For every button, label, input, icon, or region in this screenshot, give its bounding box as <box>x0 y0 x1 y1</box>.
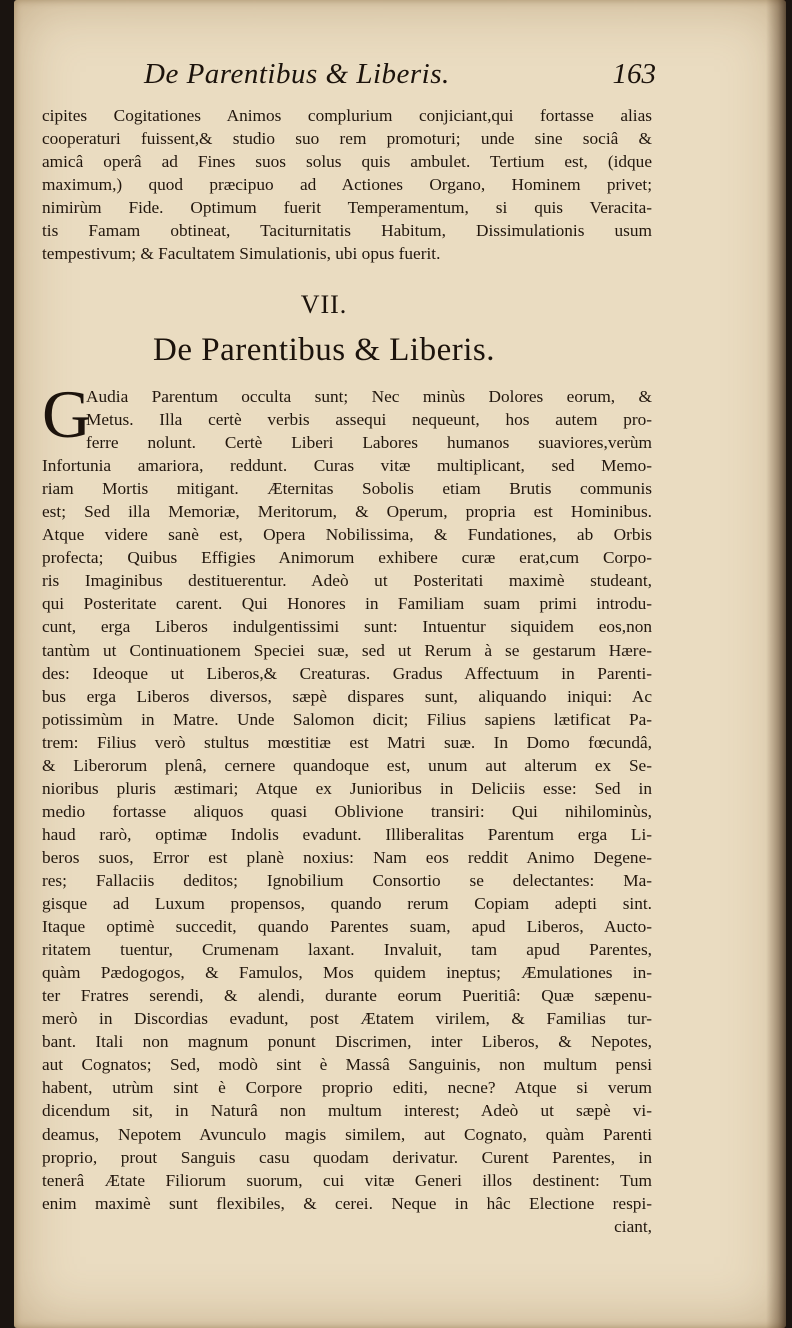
chapter-body-text <box>42 376 652 1238</box>
text-line: Infortunia amariora, reddunt. Curas vitæ multiplicant, sed Memo- <box>42 456 652 476</box>
text-line: ter Fratres serendi, & alendi, durante eorum Pueritiâ: Quæ sæpenu- <box>42 986 652 1006</box>
text-line: medio fortasse aliquos quasi Oblivione transiri: Qui nihilominùs, <box>42 801 652 821</box>
page-number: 163 <box>612 58 656 90</box>
text-line: habent, utrùm sint è Corpore proprio editi, necne? Atque si verum <box>42 1078 652 1098</box>
text-line: trem: Filius verò stultus mœstitiæ est Matri suæ. In Domo fœcundâ, <box>42 732 652 752</box>
text-line: quàm Pædogogos, & Famulos, Mos quidem ineptus; Æmulationes in- <box>42 963 652 983</box>
catchword: ciant, <box>614 1216 652 1236</box>
text-line: gisque ad Luxum propensos, quando rerum Copiam adepti sint. <box>42 894 652 914</box>
text-line: Audia Parentum occulta sunt; Nec minùs Dolores eorum, & <box>86 387 652 406</box>
text-line: tis Famam obtineat, Taciturnitatis Habitum, Dissimulationis usum <box>42 221 652 241</box>
text-line: Itaque optimè succedit, quando Parentes suam, apud Liberos, Aucto- <box>42 917 652 937</box>
text-line: res; Fallaciis deditos; Ignobilium Consortio se delectantes: Ma- <box>42 870 652 890</box>
text-line: tempestivum; & Facultatem Simulationis, ubi opus fuerit. <box>42 244 441 264</box>
text-line: dicendum sit, in Naturâ non multum interest; Adeò ut sæpè vi- <box>42 1101 652 1121</box>
text-line: qui Posteritate carent. Qui Honores in Familiam suam primi introdu- <box>42 594 652 614</box>
text-line: amicâ operâ ad Fines suos solus quis ambulet. Tertium est, (idque <box>42 152 652 172</box>
text-line: & Liberorum plenâ, cernere quandoque est, unum aut alterum ex Se- <box>42 755 652 775</box>
text-line: deamus, Nepotem Avunculo magis similem, aut Cognato, quàm Parenti <box>42 1124 652 1144</box>
text-line: beros suos, Error est planè noxius: Nam eos reddit Animo Degene- <box>42 847 652 867</box>
text-line: cunt, erga Liberos indulgentissimi sunt: Intuentur siquidem eos,non <box>42 617 652 637</box>
text-line: maximum,) quod præcipuo ad Actiones Organo, Hominem privet; <box>42 175 652 195</box>
text-line: ferre nolunt. Certè Liberi Labores humanos suaviores,verùm <box>86 433 652 453</box>
book-page <box>14 0 786 1328</box>
text-line: bus erga Liberos diversos, sæpè dispares sunt, aliquando iniqui: Ac <box>42 686 652 706</box>
text-line: cooperaturi fuissent,& studio suo rem promoturi; unde sine sociâ & <box>42 129 652 149</box>
chapter-title: De Parentibus & Liberis. <box>153 332 495 368</box>
chapter-number: VII. <box>300 290 348 319</box>
text-line: cipites Cogitationes Animos complurium conjiciant,qui fortasse alias <box>42 106 652 125</box>
text-line: bant. Itali non magnum ponunt Discrimen, inter Liberos, & Nepotes, <box>42 1032 652 1052</box>
text-line: enim maximè sunt flexibiles, & cerei. Neque in hâc Electione respi- <box>42 1193 652 1213</box>
page-edge-shadow <box>766 0 786 1328</box>
text-line: ris Imaginibus destituerentur. Adeò ut Posteritati maximè studeant, <box>42 571 652 591</box>
text-line: potissimùm in Matre. Unde Salomon dicit; Filius sapiens lætificat Pa- <box>42 709 652 729</box>
text-line: nioribus pluris æstimari; Atque ex Junioribus in Deliciis esse: Sed in <box>42 778 652 798</box>
text-line: nimirùm Fide. Optimum fuerit Temperamentum, si quis Veracita- <box>42 198 652 218</box>
running-head-title: De Parentibus & Liberis. <box>144 58 450 90</box>
running-head <box>14 56 786 96</box>
text-line: proprio, prout Sanguis casu quodam derivatur. Curent Parentes, in <box>42 1147 652 1167</box>
previous-chapter-text <box>42 104 652 265</box>
drop-capital: G <box>42 376 92 452</box>
text-line: merò in Discordias evadunt, post Ætatem virilem, & Familias tur- <box>42 1009 652 1029</box>
text-line: tantùm ut Continuationem Speciei suæ, sed ut Rerum à se gestarum Hære- <box>42 640 652 660</box>
text-line: ritatem tuentur, Crumenam laxant. Invaluit, tam apud Parentes, <box>42 940 652 960</box>
text-line: Metus. Illa certè verbis assequi nequeunt, hos autem pro- <box>86 410 652 430</box>
text-line: des: Ideoque ut Liberos,& Creaturas. Gradus Affectuum in Parenti- <box>42 663 652 683</box>
text-line: Atque videre sanè est, Opera Nobilissima, & Fundationes, ab Orbis <box>42 525 652 545</box>
text-line: riam Mortis mitigant. Æternitas Sobolis etiam Brutis communis <box>42 479 652 499</box>
text-line: aut Cognatos; Sed, modò sint è Massâ Sanguinis, non multum pensi <box>42 1055 652 1075</box>
text-line: haud rarò, optimæ Indolis evadunt. Illiberalitas Parentum erga Li- <box>42 824 652 844</box>
text-line: est; Sed illa Memoriæ, Meritorum, & Operum, propria est Hominibus. <box>42 502 652 522</box>
text-line: profecta; Quibus Effigies Animorum exhibere curæ erat,cum Corpo- <box>42 548 652 568</box>
text-line: tenerâ Ætate Filiorum suorum, cui vitæ Generi illos destinent: Tum <box>42 1170 652 1190</box>
